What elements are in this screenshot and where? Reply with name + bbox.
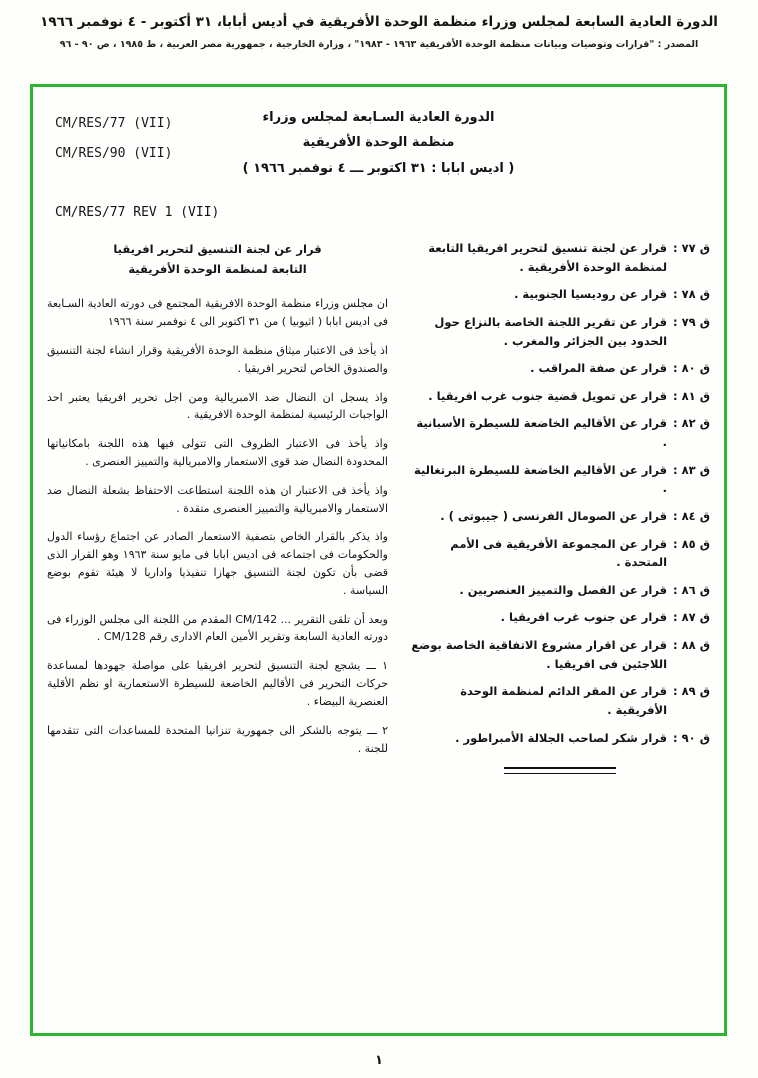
index-item-88 [410, 636, 710, 673]
index-item-number: ق ٨٦ : [673, 582, 710, 597]
document-frame [30, 84, 727, 1036]
index-item-77 [410, 239, 710, 276]
article-paragraph: واذ يسجل ان النضال ضد الامبريالية ومن اجل تحرير افريقيا يعتبر احد الواجبات الرئيسية لمنظمة الوحدة الافريقية . [47, 390, 388, 422]
index-item-text: قرار عن صفة المراقب . [530, 361, 668, 376]
index-item-number: ق ٧٧ : [673, 241, 710, 255]
article-paragraph: وبعد أن تلقى التقرير ... CM/142 المقدم من اللجنة الى مجلس الوزراء فى دورته العادية السابعة وتقرير الأمين العام الادارى رقم CM/128 . [47, 612, 388, 644]
index-item-text: قرار عن روديسيا الجنوبية . [514, 287, 668, 302]
index-item-number: ق ٨١ : [673, 388, 710, 403]
document-title: الدورة العادية السابعة لمجلس وزراء منظمة الوحدة الأفريقية في أديس أبابا، ٣١ أكتوبر - ٤ نوفمبر ١٩٦٦ [40, 14, 718, 30]
index-item-text: قرار عن المقر الدائم لمنظمة الوحدة الأفريقية . [460, 684, 668, 717]
index-item-number: ق ٨٠ : [673, 361, 710, 376]
index-item-number: ق ٨٨ : [673, 638, 710, 652]
index-item-number: ق ٨٧ : [673, 610, 710, 625]
article-paragraph: ان مجلس وزراء منظمة الوحدة الافريقية المجتمع فى دورته العادية السـابعة فى اديس ابابا ( اثيوبيا ) من ٣١ اكتوبر الى ٤ نوفمبر سنة ١٩٦٦ [47, 297, 388, 329]
resolution-article [47, 239, 388, 1021]
article-paragraph: واذ يأخذ فى الاعتبار الظروف التى تتولى فيها هذه اللجنة بامكانياتها المحدودة النضال ضد قوى الاستعمار والامبريالية والتمييز العنصرى . [47, 437, 388, 468]
code-cm-res-77: CM/RES/77 (VII) [55, 116, 173, 131]
index-item-text: قرار عن الأقاليم الخاضعة للسيطرة الأسبانية . [416, 416, 668, 449]
index-item-89 [410, 682, 710, 719]
index-item-text: قرار عن تقرير اللجنة الخاصة بالنزاع حول الحدود بين الجزائر والمغرب . [434, 314, 668, 348]
article-paragraph: ٢ ـــ يتوجه بالشكر الى جمهورية تنزانيا المتحدة للمساعدات التى تتقدمها للجنة . [47, 723, 388, 755]
index-item-number: ق ٨٢ : [673, 416, 710, 431]
session-heading [93, 105, 664, 181]
session-heading-line1: الدورة العادية السـابعة لمجلس وزراء [262, 110, 495, 125]
index-item-number: ق ٩٠ : [673, 730, 710, 745]
index-item-79 [410, 313, 710, 350]
index-item-85 [410, 535, 710, 572]
index-item-87 [410, 608, 710, 627]
index-item-text: قرار عن اقرار مشروع الاتفاقية الخاصة بوضع اللاجئين فى افريقيا . [411, 638, 668, 671]
index-item-number: ق ٨٥ : [673, 536, 710, 551]
index-item-text: قرار عن الفصل والتمييز العنصريين . [459, 582, 668, 597]
session-heading-line2: منظمة الوحدة الأفريقية [302, 135, 455, 151]
index-divider [504, 767, 616, 774]
page-header [0, 0, 758, 50]
index-item-text: قرار عن المجموعة الأفريقية فى الأمم المتحدة . [450, 536, 668, 570]
index-item-text: قرار عن الصومال الفرنسى ( جيبوتى ) . [440, 508, 668, 523]
index-item-83 [410, 461, 710, 498]
index-item-number: ق ٨٩ : [673, 684, 710, 699]
session-heading-line3: ( اديس ابابا : ٣١ اكتوبر ـــ ٤ نوفمبر ١٩٦٦ ) [242, 160, 515, 176]
index-item-text: قرار عن الأقاليم الخاضعة للسيطرة البرتغالية . [413, 462, 668, 496]
article-title-line1: قرار عن لجنة التنسيق لتحرير افريقيا [113, 242, 322, 256]
source-citation: المصدر : "قرارات وتوصيات وبيانات منظمة الوحدة الأفريقية ١٩٦٣ - ١٩٨٣" ، وزارة الخارجية ، جمهورية مصر العربية ، ط ١٩٨٥ ، ص ٩٠ - ٩٦ [59, 39, 699, 51]
index-item-81 [410, 387, 710, 406]
index-item-82 [410, 414, 710, 451]
code-cm-res-90: CM/RES/90 (VII) [55, 145, 173, 161]
index-item-text: قرار عن لجنة تنسيق لتحرير افريقيا التابعة لمنظمة الوحدة الأفريقية . [428, 241, 668, 274]
resolutions-index [410, 239, 710, 1021]
article-title [47, 239, 388, 279]
index-item-number: ق ٧٩ : [673, 314, 710, 329]
article-paragraph: اذ يأخذ فى الاعتبار ميثاق منظمة الوحدة الأفريقية وقرار انشاء لجنة التنسيق والصندوق الخاص لتحرير افريقيا . [47, 343, 388, 375]
article-title-line2: التابعة لمنظمة الوحدة الأفريقية [128, 262, 307, 277]
document-columns [47, 239, 710, 1021]
index-item-86 [410, 581, 710, 600]
index-item-78 [410, 285, 710, 304]
index-item-80 [410, 359, 710, 378]
index-item-90 [410, 729, 710, 748]
index-item-number: ق ٨٤ : [673, 508, 710, 523]
code-cm-res-77-rev1: CM/RES/77 REV 1 (VII) [55, 205, 220, 220]
index-item-number: ق ٧٨ : [673, 287, 710, 302]
article-paragraph: واذ يأخذ فى الاعتبار ان هذه اللجنة استطاعت الاحتفاظ بشعلة النضال ضد الاستعمار والامبريالية والتمييز العنصرى متقدة . [47, 483, 388, 515]
index-item-84 [410, 507, 710, 526]
index-item-text: قرار عن تمويل قضية جنوب غرب افريقيا . [428, 388, 668, 403]
article-paragraph: واذ يذكر بالقرار الخاص بتصفية الاستعمار الصادر عن اجتماع رؤساء الدول والحكومات فى اجتماعه فى اديس ابابا فى مايو سنة ١٩٦٣ وهو القرار الذى قضى بأن تكون لجنة التنسيق جهازا تنفيذيا واداريا لا هيئة تقوم بوضع السياسة . [47, 530, 388, 597]
article-paragraph: ١ ـــ يشجع لجنة التنسيق لتحرير افريقيا على مواصلة جهودها لمساعدة حركات التحرير فى الأقاليم الخاضعة للسيطرة الاستعمارية او نظم الأقلية العنصرية البيضاء . [47, 659, 388, 708]
page-number: ١ [375, 1053, 383, 1068]
index-item-text: قرار عن جنوب غرب افريقيا . [500, 610, 668, 625]
index-item-text: قرار شكر لصاحب الجلالة الأمبراطور . [455, 730, 668, 745]
index-item-number: ق ٨٣ : [673, 462, 710, 477]
